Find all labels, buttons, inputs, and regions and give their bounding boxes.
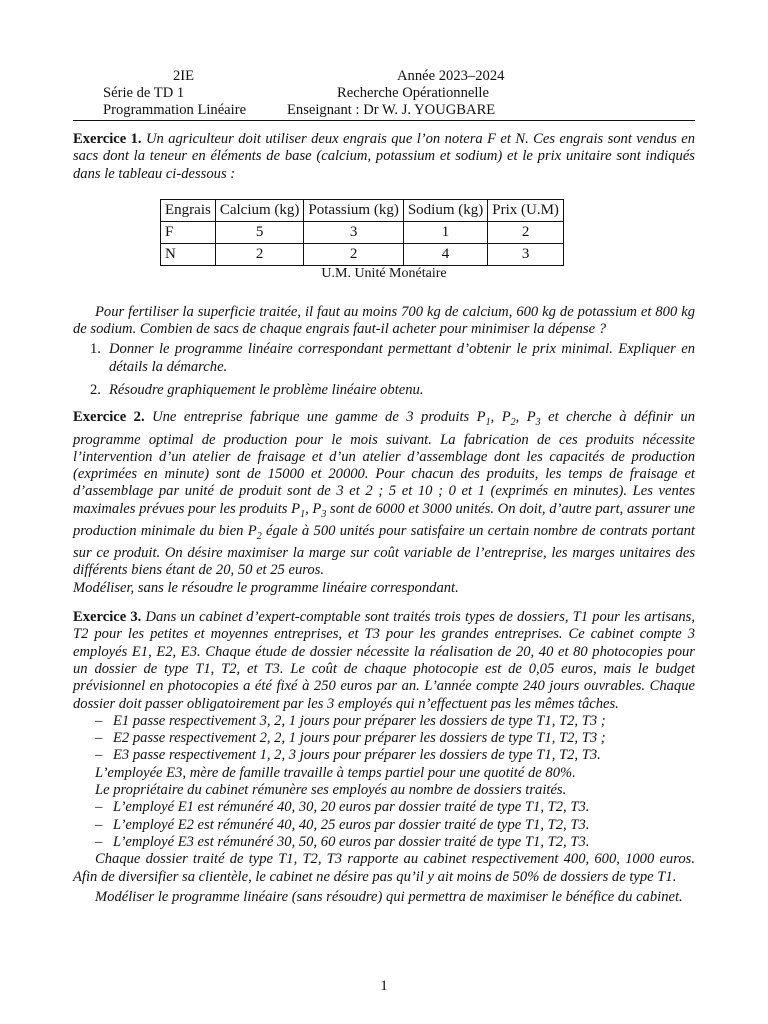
separator: , <box>305 500 313 517</box>
table-row <box>161 243 564 265</box>
table-header-cell: Calcium (kg) <box>215 199 304 221</box>
table-header-cell: Sodium (kg) <box>403 199 487 221</box>
product-symbol: P <box>501 409 511 426</box>
dash-bullet: – <box>95 747 103 764</box>
exercise-3-intro <box>73 609 695 713</box>
academic-year: Année 2023–2024 <box>397 68 505 84</box>
document-page <box>73 66 695 906</box>
question-text: Résoudre graphiquement le problème linéaire obtenu. <box>109 382 424 399</box>
document-header <box>73 66 695 121</box>
exercise-1-questions <box>73 341 695 399</box>
pay-text: L’employé E2 est rémunéré 40, 40, 25 euros par dossier traité de type T1, T2, T3. <box>113 816 590 833</box>
pay-text: L’employé E3 est rémunéré 30, 50, 60 euros par dossier traité de type T1, T2, T3. <box>113 833 590 850</box>
table-cell: 2 <box>215 243 304 265</box>
dash-bullet: – <box>95 816 103 833</box>
page-number: 1 <box>380 978 388 994</box>
task-text: E3 passe respectivement 1, 2, 3 jours pour préparer les dossiers de type T1, T2, T3. <box>113 747 601 764</box>
exercise-3-task: Modéliser le programme linéaire (sans résoudre) qui permettra de maximiser le bénéfice du cabinet. <box>95 888 683 905</box>
list-item <box>73 713 695 730</box>
product-index: 2 <box>256 530 262 542</box>
exercise-1-intro <box>73 131 695 183</box>
product-symbol: P <box>247 522 257 539</box>
table-cell: F <box>161 221 216 243</box>
exercise-2-task: Modéliser, sans le résoudre le programme linéaire correspondant. <box>73 579 459 596</box>
statement-text: et cherche à définir un programme optimal de production pour le mois suivant. La fabrication de ces produits nécessite l’intervention d’un atelier de fraisage et d’un atelier d’assemblage dont les capacités de production (exprimées en minute) sont de 15000 et 20000. Pour chacun des produits, les temps de fraisage et d’assemblage par unité de produit sont de 3 et 2 ; 5 et 10 ; 0 et 1 (exprimés en minutes). Les ventes maximales prévues pour les produits <box>73 409 695 517</box>
task-text: E2 passe respectivement 2, 2, 1 jours pour préparer les dossiers de type T1, T2, T3 ; <box>113 730 606 747</box>
product-symbol: P <box>526 409 536 426</box>
header-left <box>101 68 247 119</box>
statement-text: égale à 500 unités pour satisfaire un certain nombre de contrats portant sur ce produit. On désire maximiser la marge sur coût variable de l’entreprise, les marges unitaires des différents biens étant de 20, 50 et 25 euros. <box>73 522 695 579</box>
exercise-3-title: Exercice 3. <box>73 609 142 626</box>
table-caption: U.M. Unité Monétaire <box>321 265 447 281</box>
list-item <box>73 730 695 747</box>
exercise-1-title: Exercice 1. <box>73 131 142 147</box>
list-item <box>73 341 695 376</box>
exercise-3 <box>73 609 695 906</box>
table-header-cell: Prix (U.M) <box>488 199 564 221</box>
table-row <box>161 221 564 243</box>
table-cell: N <box>161 243 216 265</box>
list-item <box>73 817 695 834</box>
exercise-2-title: Exercice 2. <box>73 409 145 426</box>
product-index: 1 <box>485 417 491 429</box>
exercise-3-statement: Dans un cabinet d’expert-comptable sont traités trois types de dossiers, T1 pour les artisans, T2 pour les petites et moyennes entreprises, et T3 pour les grandes entreprises. Ce cabinet compte 3 employés E1, E2, E3. Chaque étude de dossier nécessite la réalisation de 20, 40 et 80 photocopies pour un dossier de type T1, T2, et T3. Le coût de chaque photocopie est de 0,05 euros, mais le budget prévisionnel en photocopies a été fixé à 250 euros par an. L’année compte 240 jours ouvrables. Chaque dossier doit passer obligatoirement par les 3 employés qui n’effectuent pas les mêmes tâches. <box>73 609 695 712</box>
dash-bullet: – <box>95 730 103 747</box>
subject-name: Recherche Opérationnelle <box>337 85 489 101</box>
task-text: E1 passe respectivement 3, 2, 1 jours pour préparer les dossiers de type T1, T2, T3 ; <box>113 712 606 729</box>
product-index: 2 <box>510 417 516 429</box>
product-symbol: P <box>476 409 486 426</box>
school-name: 2IE <box>173 68 195 84</box>
question-text: Donner le programme linéaire correspondant permettant d’obtenir le prix minimal. Expliquer en détails la démarche. <box>109 341 695 375</box>
header-right <box>287 68 521 119</box>
exercise-1-statement: Un agriculteur doit utiliser deux engrais que l’on notera F et N. Ces engrais sont vendus en sacs dont la teneur en éléments de base (calcium, potassium et sodium) et le prix unitaire sont indiqués dans le tableau ci-dessous : <box>73 131 695 182</box>
question-number: 1. <box>90 341 101 358</box>
course-name: Programmation Linéaire <box>103 102 247 118</box>
employee-pay-list <box>73 799 695 851</box>
pay-intro: Le propriétaire du cabinet rémunère ses employés au nombre de dossiers traités. <box>95 782 567 799</box>
exercise-1-text: Pour fertiliser la superficie traitée, il faut au moins 700 kg de calcium, 600 kg de potassium et 800 kg de sodium. Combien de sacs de chaque engrais faut-il acheter pour minimiser la dépense ? <box>73 303 695 338</box>
table-cell: 5 <box>215 221 304 243</box>
exercise-2 <box>73 409 695 597</box>
table-header-cell: Potassium (kg) <box>304 199 403 221</box>
series-name: Série de TD 1 <box>103 85 185 101</box>
table-header-row <box>161 199 564 221</box>
product-index: 3 <box>535 417 541 429</box>
table-cell: 2 <box>488 221 564 243</box>
teacher-name: Enseignant : Dr W. J. YOUGBARE <box>287 102 496 118</box>
exercise-1 <box>73 131 695 399</box>
list-item <box>73 382 695 399</box>
product-symbol: P <box>291 500 301 517</box>
separator: , <box>490 409 502 426</box>
dash-bullet: – <box>95 833 103 850</box>
table-header-cell: Engrais <box>161 199 216 221</box>
table-cell: 4 <box>403 243 487 265</box>
dash-bullet: – <box>95 712 103 729</box>
list-item <box>73 834 695 851</box>
product-symbol: P <box>312 500 322 517</box>
employee-task-list <box>73 713 695 765</box>
exercise-2-statement <box>73 409 695 579</box>
revenue-text: Chaque dossier traité de type T1, T2, T3 rapporte au cabinet respectivement 400, 600, 1000 euros. Afin de diversifier sa clientèle, le cabinet ne désire pas qu’il y ait moins de 50% de dossiers de type T1. <box>73 851 695 885</box>
table-cell: 1 <box>403 221 487 243</box>
statement-text: sont de 6000 et 3000 unités. On doit, d’autre part, assurer une production minimale du bien <box>73 500 696 539</box>
dash-bullet: – <box>95 799 103 816</box>
question-number: 2. <box>90 382 101 399</box>
separator: , <box>515 409 527 426</box>
list-item <box>73 747 695 764</box>
e3-part-time-note: L’employée E3, mère de famille travaille à temps partiel pour une quotité de 80%. <box>95 764 576 781</box>
statement-text: Une entreprise fabrique une gamme de 3 produits <box>152 409 477 426</box>
pay-text: L’employé E1 est rémunéré 40, 30, 20 euros par dossier traité de type T1, T2, T3. <box>113 799 590 816</box>
table-cell: 3 <box>304 221 403 243</box>
table-cell: 2 <box>304 243 403 265</box>
product-index: 1 <box>300 508 306 520</box>
table-cell: 3 <box>488 243 564 265</box>
fertilizer-table <box>160 199 564 266</box>
list-item <box>73 799 695 816</box>
product-index: 3 <box>321 508 327 520</box>
